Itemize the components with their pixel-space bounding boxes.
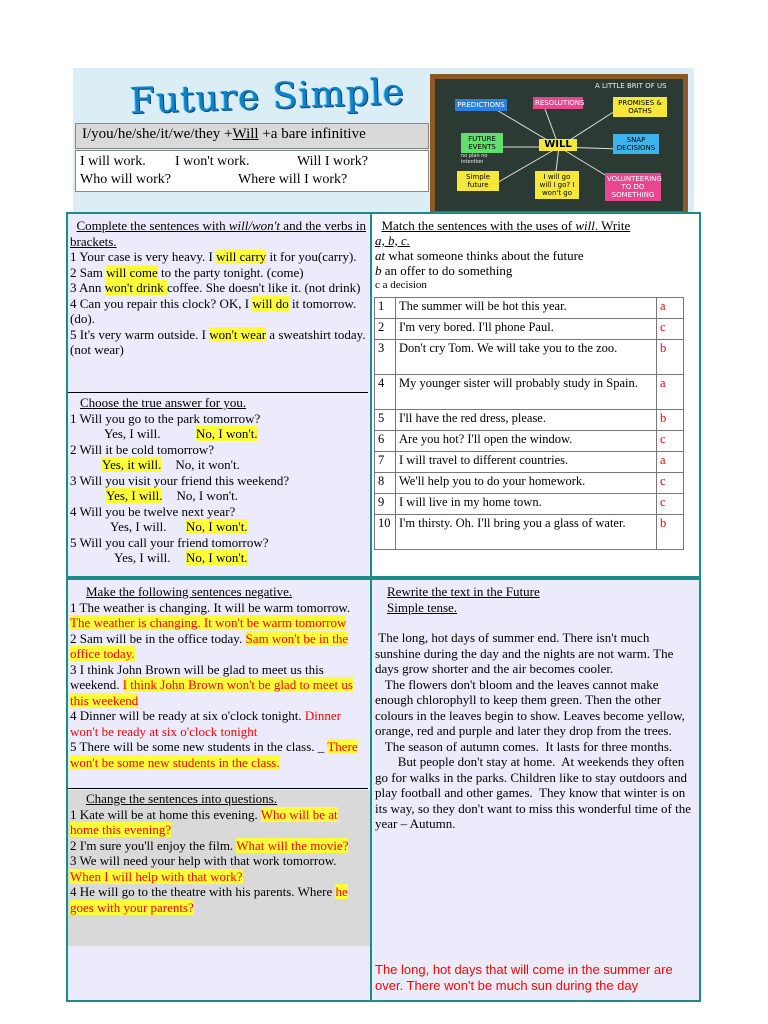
ex3-use-a: at what someone thinks about the future: [375, 248, 584, 263]
page-title: Future Simple: [129, 71, 406, 123]
match-number: 9: [375, 494, 396, 515]
ex1-answer-4: will do: [252, 295, 289, 311]
ex2-a2: Yes, it will. No, it won't.: [102, 457, 240, 472]
note-forms: I will go will I go? I won't go: [535, 171, 579, 199]
ex2-block: [70, 395, 370, 566]
ex6-paragraph-2: The flowers don't bloom and the leaves cannot make enough chlorophyll to keep them green. Then the other colours in the leaves begin to show. Leaves become yellow, orange, red and purple and later they drop from the trees.: [375, 676, 689, 738]
match-number: 7: [375, 452, 396, 473]
ex5-item-1: 1 Kate will be at home this evening. Who will be at home this evening?: [70, 806, 338, 837]
match-answer: c: [657, 431, 684, 452]
match-row: [375, 298, 684, 319]
match-answer: c: [657, 473, 684, 494]
ex3-heading: Match the sentences with the uses of will. Write: [381, 218, 631, 233]
ex1-block: [70, 218, 370, 358]
match-sentence: I'm thirsty. Oh. I'll bring you a glass of water.: [396, 515, 657, 550]
ex5-answer-4: he goes with your parents?: [70, 884, 348, 915]
ex3-use-c: c a decision: [375, 279, 427, 291]
formula-box: [75, 123, 429, 149]
ex3-block: [375, 218, 697, 293]
ex2-a5: Yes, I will. No, I won't.: [114, 550, 248, 565]
ex2-q3: 3 Will you visit your friend this weekend?: [70, 472, 290, 488]
ex6-answer: The long, hot days that will come in the summer are over. There won't be much sun during the day: [375, 962, 673, 993]
formula-will: Will: [232, 126, 259, 142]
match-answer: b: [657, 340, 684, 375]
ex5-item-4: 4 He will go to the theatre with his parents. Where he goes with your parents?: [70, 884, 348, 915]
match-answer: a: [657, 298, 684, 319]
match-sentence: I'm very bored. I'll phone Paul.: [396, 319, 657, 340]
ex1-heading: Complete the sentences with will/won't and the verbs in brackets.: [70, 218, 366, 249]
match-number: 2: [375, 319, 396, 340]
note-snap: SNAP DECISIONS: [613, 134, 659, 154]
ex2-q5: 5 Will you call your friend tomorrow?: [70, 534, 269, 550]
ex5-answer-2: What will the movie?: [236, 837, 349, 853]
note-predictions: PREDICTIONS: [455, 99, 507, 111]
match-number: 1: [375, 298, 396, 319]
ex1-answer-1: will carry: [216, 249, 267, 264]
match-sentence: The summer will be hot this year.: [396, 298, 657, 319]
ex-divider: [68, 392, 368, 393]
note-simple-future: Simple future: [457, 171, 499, 191]
ex1-item-1: 1 Your case is very heavy. I will carry it for you(carry).: [70, 249, 357, 264]
board-caption: A LITTLE BRIT OF US: [595, 82, 667, 90]
match-answer: a: [657, 452, 684, 473]
note-future-events: FUTURE EVENTS: [461, 133, 503, 153]
ex4-answer-2: Sam won't be in the office today.: [70, 630, 349, 661]
ex4-item-3: 3 I think John Brown will be glad to meet us this weekend. I think John Brown won't be glad to meet us this weekend: [70, 661, 353, 708]
ex1-answer-5: won't wear: [209, 326, 267, 342]
ex5-answer-1: Who will be at home this evening?: [70, 806, 338, 837]
match-sentence: Are you hot? I'll open the window.: [396, 431, 657, 452]
example-4: Who will work?: [80, 172, 171, 187]
note-will: WILL: [539, 139, 577, 151]
example-2: I won't work.: [175, 154, 250, 169]
example-3: Will I work?: [297, 154, 368, 169]
ex6-heading-2: Simple tense.: [387, 599, 458, 615]
ex5-divider: [68, 788, 368, 789]
match-answer: b: [657, 515, 684, 550]
ex6-paragraph-4: But people don't stay at home. At weekends they often go for walks in the parks. Children like to stay outdoors and play football and other games. They know that winter is on its way, so they don't want to miss this wonderful time of the year – Autumn.: [375, 754, 695, 831]
ex2-a4: Yes, I will. No, I won't.: [110, 519, 248, 534]
ex2-a1: Yes, I will. No, I won't.: [104, 426, 258, 441]
ex4-answer-1: The weather is changing. It won't be warm tomorrow: [70, 615, 347, 630]
ex4-answer-3: I think John Brown won't be glad to meet us this weekend: [70, 677, 353, 708]
formula-prefix: I/you/he/she/it/we/they +: [82, 126, 233, 142]
ex1-item-2: 2 Sam will come to the party tonight. (come): [70, 264, 304, 280]
match-row: [375, 319, 684, 340]
match-number: 3: [375, 340, 396, 375]
ex1-item-5: 5 It's very warm outside. I won't wear a sweatshirt today. (not wear): [70, 326, 366, 357]
ex4-answer-5: There won't be some new students in the class.: [70, 739, 358, 770]
match-row: [375, 410, 684, 431]
ex6-block: [375, 584, 695, 832]
note-resolutions: RESOLUTIONS: [535, 99, 585, 107]
match-row: [375, 452, 684, 473]
ex4-item-5: 5 There will be some new students in the class. _ There won't be some new students in the class.: [70, 739, 358, 770]
ex4-item-1: 1 The weather is changing. It will be warm tomorrow. The weather is changing. It won't be warm tomorrow: [70, 599, 351, 630]
ex1-item-3: 3 Ann won't drink coffee. She doesn't like it. (not drink): [70, 280, 361, 295]
note-volunteering: VOLUNTEERING TO DO SOMETHING: [607, 175, 662, 199]
examples-box: [75, 150, 429, 192]
ex4-heading: Make the following sentences negative.: [86, 584, 293, 599]
ex5-item-2: 2 I'm sure you'll enjoy the film. What will the movie?: [70, 837, 349, 853]
ex6-heading-1: Rewrite the text in the Future: [387, 584, 540, 599]
ex4-answer-4: Dinner won't be ready at six o'clock tonight: [70, 708, 341, 739]
match-sentence: I'll have the red dress, please.: [396, 410, 657, 431]
ex5-heading: Change the sentences into questions.: [86, 791, 277, 806]
match-number: 4: [375, 375, 396, 410]
match-row: [375, 375, 684, 410]
note-no-plan: no plan no intention: [461, 153, 488, 165]
match-number: 6: [375, 431, 396, 452]
match-sentence: I will live in my home town.: [396, 494, 657, 515]
match-answer: b: [657, 410, 684, 431]
match-number: 8: [375, 473, 396, 494]
match-sentence: Don't cry Tom. We will take you to the zoo.: [396, 340, 657, 375]
ex2-q4: 4 Will you be twelve next year?: [70, 503, 236, 519]
ex5-item-3: 3 We will need your help with that work tomorrow. When I will help with that work?: [70, 853, 337, 884]
match-sentence: I will travel to different countries.: [396, 452, 657, 473]
match-number: 10: [375, 515, 396, 550]
ex6-paragraph-1: The long, hot days of summer end. There isn't much sunshine during the day and the nights are not warm. The days grow shorter and the air becomes cooler.: [375, 630, 677, 676]
ex2-heading: Choose the true answer for you.: [80, 395, 247, 410]
example-5: Where will I work?: [238, 172, 348, 187]
note-promises: PROMISES & OATHS: [613, 97, 667, 117]
match-row: [375, 515, 684, 550]
match-row: [375, 431, 684, 452]
ex3-letters: a, b, c.: [375, 233, 411, 248]
match-sentence: My younger sister will probably study in Spain.: [396, 375, 657, 410]
ex4-item-4: 4 Dinner will be ready at six o'clock tonight. Dinner won't be ready at six o'clock tonight: [70, 708, 341, 739]
match-answer: c: [657, 494, 684, 515]
ex3-use-b: b an offer to do something: [375, 263, 513, 278]
match-answer: a: [657, 375, 684, 410]
ex4-item-2: 2 Sam will be in the office today. Sam won't be in the office today.: [70, 630, 349, 661]
example-1: I will work.: [80, 154, 146, 169]
ex5-answer-3: When I will help with that work?: [70, 868, 243, 884]
ex1-answer-2: will come: [106, 264, 158, 280]
ex1-answer-3: won't drink: [104, 280, 167, 295]
ex1-item-4: 4 Can you repair this clock? OK, I will do it tomorrow. (do).: [70, 295, 357, 326]
match-row: [375, 340, 684, 375]
ex4-block: [70, 584, 370, 770]
ex6-paragraph-3: The season of autumn comes. It lasts for three months.: [375, 738, 673, 754]
ex2-q1: 1 Will you go to the park tomorrow?: [70, 410, 261, 426]
ex5-block: [70, 791, 368, 915]
chalkboard-image: [430, 74, 688, 216]
ex2-a3: Yes, I will. No, I won't.: [106, 488, 239, 503]
match-sentence: We'll help you to do your homework.: [396, 473, 657, 494]
match-table: [374, 297, 684, 550]
match-answer: c: [657, 319, 684, 340]
ex2-q2: 2 Will it be cold tomorrow?: [70, 441, 215, 457]
match-number: 5: [375, 410, 396, 431]
match-row: [375, 494, 684, 515]
formula-suffix: +a bare infinitive: [258, 126, 366, 142]
match-row: [375, 473, 684, 494]
